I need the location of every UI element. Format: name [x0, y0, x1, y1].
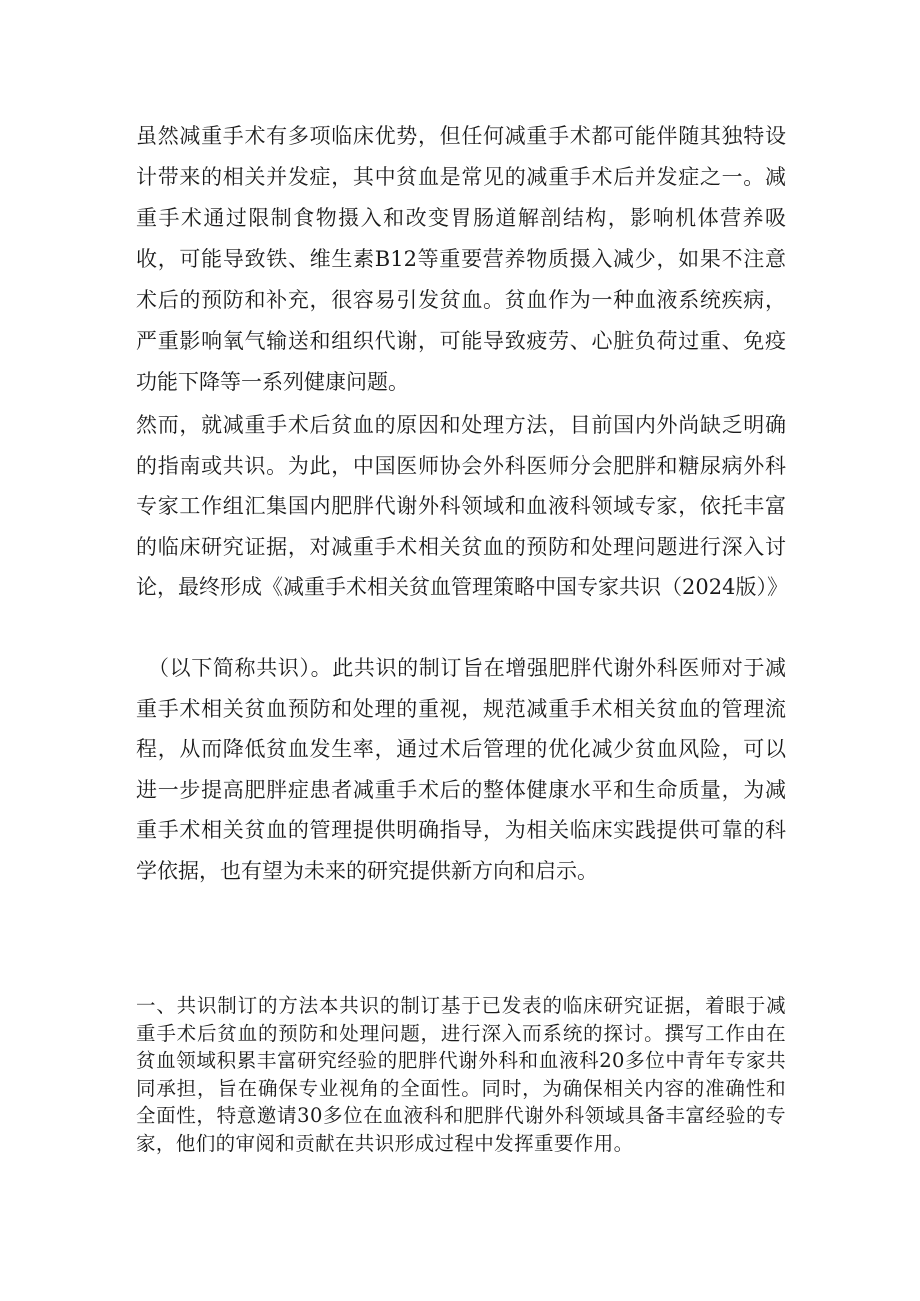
paragraph-consensus-background: 然而，就减重手术后贫血的原因和处理方法，目前国内外尚缺乏明确的指南或共识。为此，中国医师协会外科医师分会肥胖和糖尿病外科专家工作组汇集国内肥胖代谢外科领域和血液科领域专家，依托丰富的临床研究证据，对减重手术相关贫血的预防和处理问题进行深入讨论，最终形成《减重手术相关贫血管理策略中国专家共识（2024版）》 — [136, 413, 788, 599]
paragraph-section-methods: 一、共识制订的方法本共识的制订基于已发表的临床研究证据，着眼于减重手术后贫血的预防和处理问题，进行深入而系统的探讨。撰写工作由在贫血领域积累丰富研究经验的肥胖代谢外科和血液科20多位中青年专家共同承担，旨在确保专业视角的全面性。同时，为确保相关内容的准确性和全面性，特意邀请30多位在血液科和肥胖代谢外科领域具备丰富经验的专家，他们的审阅和贡献在共识形成过程中发挥重要作用。 — [136, 994, 786, 1155]
paragraph-anemia-complication: 虽然减重手术有多项临床优势，但任何减重手术都可能伴随其独特设计带来的相关并发症，其中贫血是常见的减重手术后并发症之一。减重手术通过限制食物摄入和改变胃肠道解剖结构，影响机体营养吸收，可能导致铁、维生素B12等重要营养物质摄入减少，如果不注意术后的预防和补充，很容易引发贫血。贫血作为一种血液系统疾病，严重影响氧气输送和组织代谢，可能导致疲劳、心脏负荷过重、免疫功能下降等一系列健康问题。 — [136, 124, 786, 394]
paragraph-consensus-purpose: （以下简称共识）。此共识的制订旨在增强肥胖代谢外科医师对于减重手术相关贫血预防和处理的重视，规范减重手术相关贫血的管理流程，从而降低贫血发生率，通过术后管理的优化减少贫血风险，可以进一步提高肥胖症患者减重手术后的整体健康水平和生命质量，为减重手术相关贫血的管理提供明确指导，为相关临床实践提供可靠的科学依据，也有望为未来的研究提供新方向和启示。 — [136, 656, 786, 883]
